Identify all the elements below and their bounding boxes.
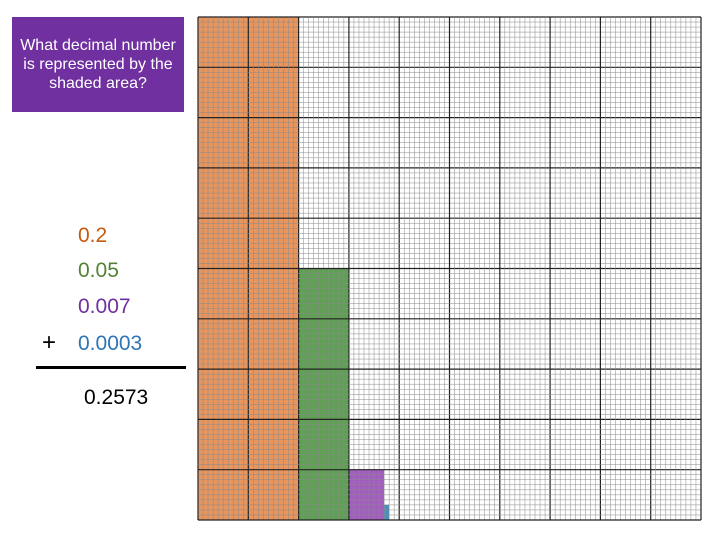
question-box	[12, 17, 184, 112]
question-text: What decimal number is represented by the shaded area?	[20, 37, 176, 92]
sum-result: 0.2573	[84, 386, 149, 409]
addend-thousandths: 0.007	[78, 295, 131, 318]
shaded-ten-thousandths	[384, 505, 389, 520]
addend-tenths: 0.2	[78, 224, 108, 247]
plus-sign: +	[42, 329, 57, 356]
addend-hundredths: 0.05	[78, 259, 119, 282]
grid-lines	[198, 17, 701, 520]
addend-ten-thousandths: 0.0003	[78, 332, 143, 355]
sum-line	[36, 366, 186, 369]
